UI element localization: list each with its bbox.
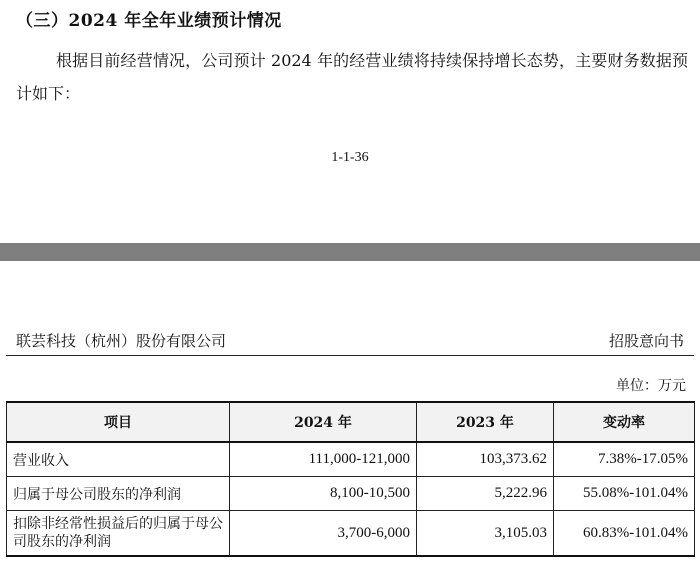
table-header-row bbox=[7, 402, 695, 442]
column-header-2024: 2024 年 bbox=[230, 402, 417, 442]
page-break-gap bbox=[0, 243, 700, 261]
row-value-2023: 5,222.96 bbox=[417, 477, 554, 511]
column-header-2023: 2023 年 bbox=[417, 402, 554, 442]
row-item-label: 扣除非经常性损益后的归属于母公司股东的净利润 bbox=[7, 511, 230, 557]
header-company-name: 联芸科技（杭州）股份有限公司 bbox=[16, 332, 227, 350]
table-row bbox=[7, 511, 695, 557]
row-value-2024: 3,700-6,000 bbox=[230, 511, 417, 557]
row-value-2024: 111,000-121,000 bbox=[230, 442, 417, 477]
row-value-2023: 103,373.62 bbox=[417, 442, 554, 477]
table-row bbox=[7, 477, 695, 511]
row-item-label: 归属于母公司股东的净利润 bbox=[7, 477, 230, 511]
header-divider bbox=[6, 355, 694, 356]
column-header-change-rate: 变动率 bbox=[554, 402, 695, 442]
column-header-item: 项目 bbox=[7, 402, 230, 442]
row-change-rate: 7.38%-17.05% bbox=[554, 442, 695, 477]
section-heading: （三）2024 年全年业绩预计情况 bbox=[16, 11, 282, 31]
row-change-rate: 55.08%-101.04% bbox=[554, 477, 695, 511]
intro-paragraph: 根据目前经营情况，公司预计 2024 年的经营业绩将持续保持增长态势，主要财务数据预计如下： bbox=[16, 51, 688, 103]
row-value-2023: 3,105.03 bbox=[417, 511, 554, 557]
page-number: 1-1-36 bbox=[331, 150, 369, 165]
header-document-title: 招股意向书 bbox=[608, 332, 684, 350]
row-value-2024: 8,100-10,500 bbox=[230, 477, 417, 511]
row-item-label: 营业收入 bbox=[7, 442, 230, 477]
unit-label: 单位：万元 bbox=[616, 378, 686, 394]
financial-forecast-table bbox=[6, 401, 695, 557]
row-change-rate: 60.83%-101.04% bbox=[554, 511, 695, 557]
table-row bbox=[7, 442, 695, 477]
